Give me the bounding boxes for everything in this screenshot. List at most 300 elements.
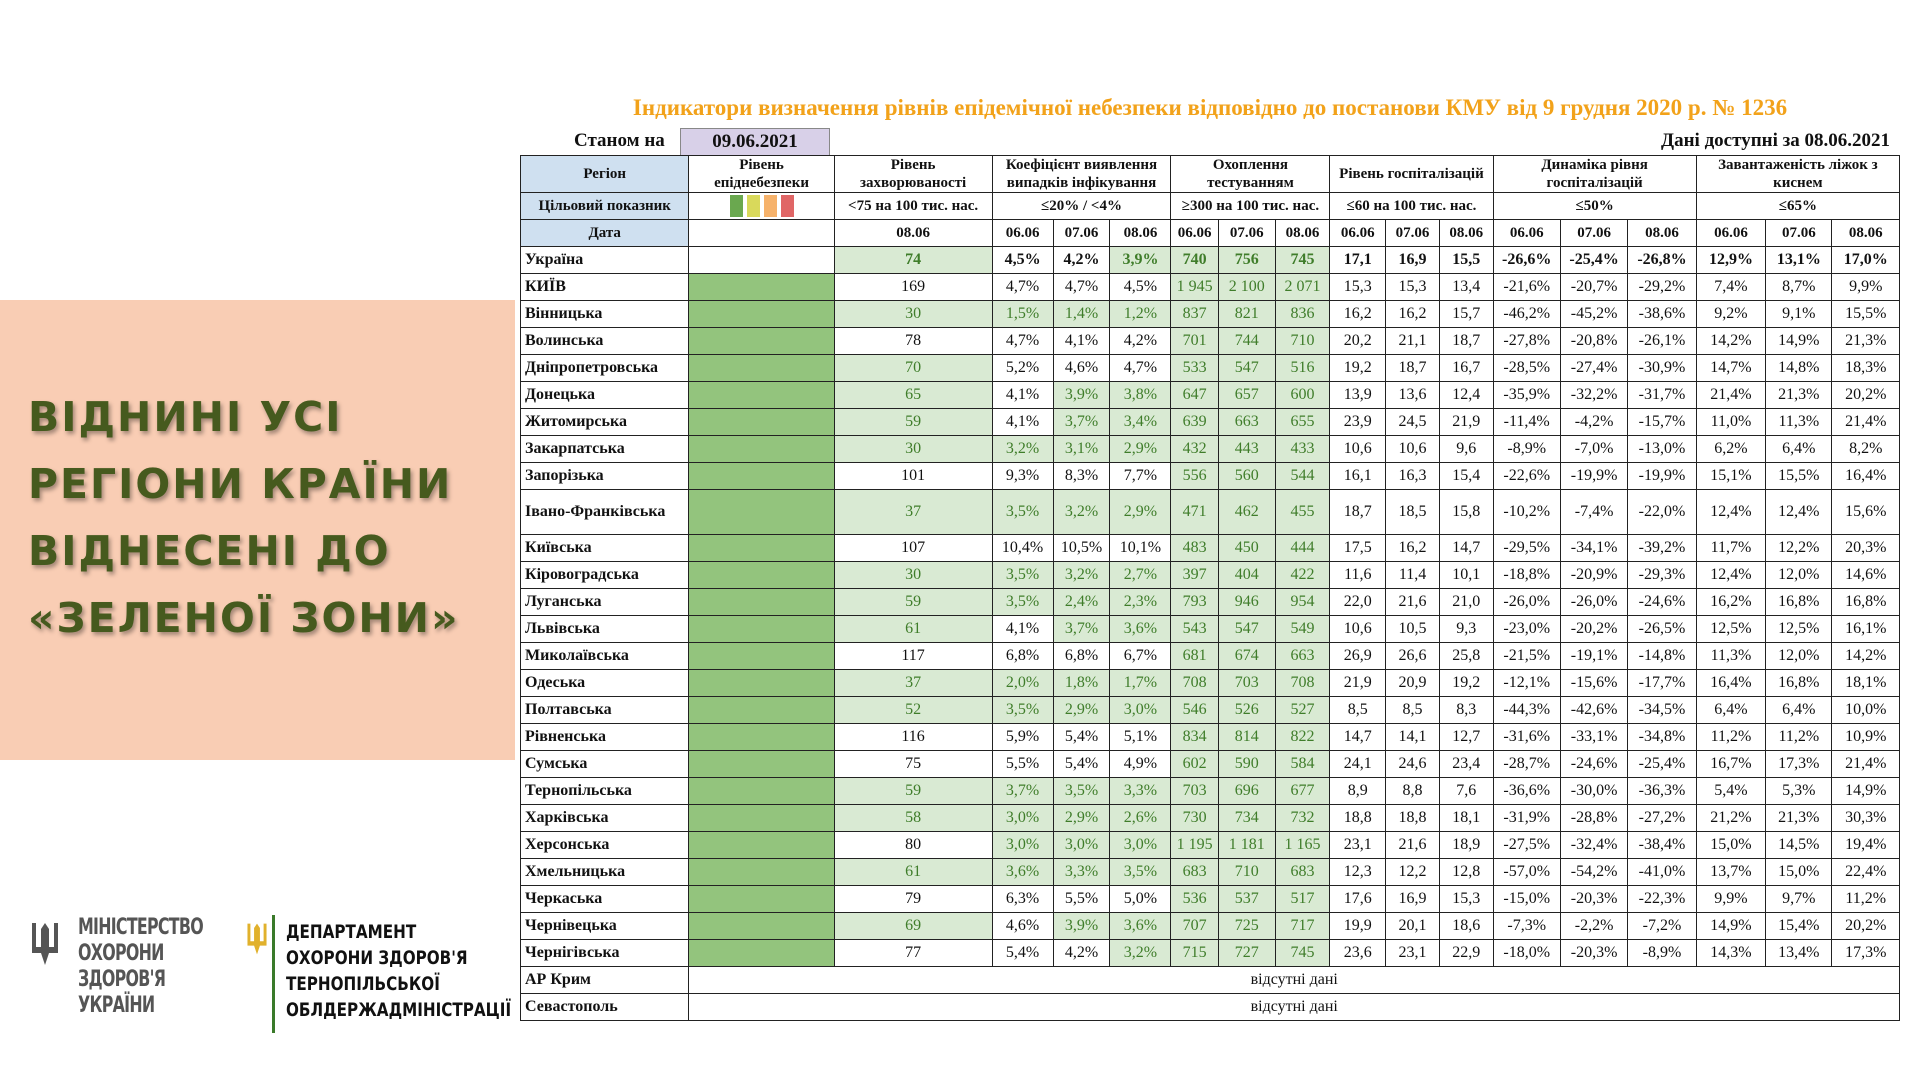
hosp-dynamics-cell: -34,5% — [1628, 697, 1696, 724]
date-col: 07.06 — [1560, 220, 1627, 247]
target-testing: ≥300 на 100 тис. нас. — [1171, 193, 1330, 220]
testing-cell: 677 — [1275, 778, 1330, 805]
hosp-dynamics-cell: -45,2% — [1560, 301, 1627, 328]
detection-cell: 5,5% — [992, 751, 1053, 778]
testing-cell: 1 945 — [1171, 274, 1218, 301]
hospital-cell: 8,3 — [1439, 697, 1493, 724]
hospital-cell: 21,6 — [1386, 832, 1440, 859]
level-cell — [689, 274, 834, 301]
hospital-cell: 16,1 — [1330, 463, 1386, 490]
oxygen-cell: 21,2% — [1696, 805, 1765, 832]
oxygen-cell: 12,4% — [1696, 490, 1765, 535]
oxygen-cell: 14,9% — [1766, 328, 1832, 355]
testing-cell: 708 — [1171, 670, 1218, 697]
oxygen-cell: 6,4% — [1696, 697, 1765, 724]
testing-cell: 527 — [1275, 697, 1330, 724]
hospital-cell: 18,8 — [1330, 805, 1386, 832]
oxygen-cell: 14,8% — [1766, 355, 1832, 382]
region-name: Дніпропетровська — [521, 355, 689, 382]
target-hospital: ≤60 на 100 тис. нас. — [1330, 193, 1493, 220]
testing-cell: 1 195 — [1171, 832, 1218, 859]
oxygen-cell: 15,5% — [1832, 301, 1900, 328]
hospital-cell: 20,1 — [1386, 913, 1440, 940]
hospital-cell: 26,9 — [1330, 643, 1386, 670]
testing-cell: 663 — [1218, 409, 1275, 436]
detection-cell: 5,4% — [992, 940, 1053, 967]
no-data-cell: відсутні дані — [689, 994, 1900, 1021]
testing-cell: 450 — [1218, 535, 1275, 562]
testing-cell: 444 — [1275, 535, 1330, 562]
trident-icon — [246, 921, 268, 957]
incidence-cell: 30 — [834, 436, 992, 463]
oxygen-cell: 16,4% — [1832, 463, 1900, 490]
hospital-cell: 15,7 — [1439, 301, 1493, 328]
oxygen-cell: 13,7% — [1696, 859, 1765, 886]
hospital-cell: 18,9 — [1439, 832, 1493, 859]
header-level: Рівень епіднебезпеки — [689, 156, 834, 193]
hosp-dynamics-cell: -21,6% — [1493, 274, 1560, 301]
hosp-dynamics-cell: -39,2% — [1628, 535, 1696, 562]
hospital-cell: 16,9 — [1386, 886, 1440, 913]
detection-cell: 2,9% — [1053, 805, 1110, 832]
level-cell — [689, 490, 834, 535]
testing-cell: 2 071 — [1275, 274, 1330, 301]
hosp-dynamics-cell: -26,0% — [1493, 589, 1560, 616]
testing-cell: 404 — [1218, 562, 1275, 589]
level-cell — [689, 778, 834, 805]
hosp-dynamics-cell: -28,8% — [1560, 805, 1627, 832]
detection-cell: 4,1% — [992, 382, 1053, 409]
hospital-cell: 16,2 — [1386, 301, 1440, 328]
hospital-cell: 23,1 — [1386, 940, 1440, 967]
detection-cell: 4,5% — [992, 247, 1053, 274]
testing-cell: 422 — [1275, 562, 1330, 589]
hosp-dynamics-cell: -25,4% — [1560, 247, 1627, 274]
headline-line: ВІДНЕСЕНІ ДО — [28, 527, 391, 575]
detection-cell: 3,5% — [992, 562, 1053, 589]
hospital-cell: 21,1 — [1386, 328, 1440, 355]
detection-cell: 3,7% — [1053, 409, 1110, 436]
testing-cell: 946 — [1218, 589, 1275, 616]
oxygen-cell: 14,2% — [1832, 643, 1900, 670]
level-cell — [689, 328, 834, 355]
hosp-dynamics-cell: -26,6% — [1493, 247, 1560, 274]
hosp-dynamics-cell: -31,6% — [1493, 724, 1560, 751]
hospital-cell: 14,7 — [1439, 535, 1493, 562]
incidence-cell: 37 — [834, 490, 992, 535]
oxygen-cell: 15,6% — [1832, 490, 1900, 535]
table-row — [521, 436, 1900, 463]
table-row — [521, 886, 1900, 913]
oxygen-cell: 16,8% — [1832, 589, 1900, 616]
incidence-cell: 30 — [834, 562, 992, 589]
hospital-cell: 10,6 — [1330, 436, 1386, 463]
hospital-cell: 19,9 — [1330, 913, 1386, 940]
hosp-dynamics-cell: -36,3% — [1628, 778, 1696, 805]
incidence-cell: 70 — [834, 355, 992, 382]
testing-cell: 556 — [1171, 463, 1218, 490]
hosp-dynamics-cell: -18,0% — [1493, 940, 1560, 967]
hosp-dynamics-cell: -44,3% — [1493, 697, 1560, 724]
swatch-green — [730, 195, 743, 217]
hospital-cell: 12,8 — [1439, 859, 1493, 886]
level-cell — [689, 697, 834, 724]
hosp-dynamics-cell: -2,2% — [1560, 913, 1627, 940]
hosp-dynamics-cell: -54,2% — [1560, 859, 1627, 886]
hosp-dynamics-cell: -24,6% — [1560, 751, 1627, 778]
testing-cell: 537 — [1218, 886, 1275, 913]
testing-cell: 2 100 — [1218, 274, 1275, 301]
testing-cell: 549 — [1275, 616, 1330, 643]
incidence-cell: 59 — [834, 409, 992, 436]
detection-cell: 4,7% — [992, 274, 1053, 301]
oxygen-cell: 12,4% — [1696, 562, 1765, 589]
testing-cell: 483 — [1171, 535, 1218, 562]
hospital-cell: 7,6 — [1439, 778, 1493, 805]
level-cell — [689, 589, 834, 616]
detection-cell: 3,6% — [1110, 913, 1171, 940]
hosp-dynamics-cell: -26,1% — [1628, 328, 1696, 355]
hospital-cell: 21,6 — [1386, 589, 1440, 616]
detection-cell: 7,7% — [1110, 463, 1171, 490]
hosp-dynamics-cell: -33,1% — [1560, 724, 1627, 751]
incidence-cell: 58 — [834, 805, 992, 832]
region-name: Сумська — [521, 751, 689, 778]
date-col: 07.06 — [1218, 220, 1275, 247]
incidence-cell: 69 — [834, 913, 992, 940]
table-row — [521, 697, 1900, 724]
ministry-name: МІНІСТЕРСТВО ОХОРОНИ ЗДОРОВ'Я УКРАЇНИ — [78, 915, 203, 1018]
testing-cell: 547 — [1218, 616, 1275, 643]
oxygen-cell: 5,4% — [1696, 778, 1765, 805]
testing-cell: 533 — [1171, 355, 1218, 382]
testing-cell: 744 — [1218, 328, 1275, 355]
hospital-cell: 8,5 — [1330, 697, 1386, 724]
detection-cell: 3,5% — [992, 490, 1053, 535]
hosp-dynamics-cell: -27,2% — [1628, 805, 1696, 832]
testing-cell: 793 — [1171, 589, 1218, 616]
region-name: КИЇВ — [521, 274, 689, 301]
oxygen-cell: 11,2% — [1766, 724, 1832, 751]
table-row — [521, 913, 1900, 940]
hosp-dynamics-cell: -31,7% — [1628, 382, 1696, 409]
testing-cell: 814 — [1218, 724, 1275, 751]
detection-cell: 6,3% — [992, 886, 1053, 913]
table-row — [521, 832, 1900, 859]
oxygen-cell: 12,4% — [1766, 490, 1832, 535]
date-incidence: 08.06 — [834, 220, 992, 247]
testing-cell: 703 — [1171, 778, 1218, 805]
target-oxygen: ≤65% — [1696, 193, 1899, 220]
hospital-cell: 18,8 — [1386, 805, 1440, 832]
testing-cell: 683 — [1171, 859, 1218, 886]
incidence-cell: 52 — [834, 697, 992, 724]
hospital-cell: 24,6 — [1386, 751, 1440, 778]
table-row — [521, 994, 1900, 1021]
oxygen-cell: 19,4% — [1832, 832, 1900, 859]
table-row — [521, 805, 1900, 832]
incidence-cell: 169 — [834, 274, 992, 301]
detection-cell: 10,4% — [992, 535, 1053, 562]
oxygen-cell: 21,4% — [1832, 751, 1900, 778]
header-hospital: Рівень госпіталізацій — [1330, 156, 1493, 193]
hospital-cell: 12,2 — [1386, 859, 1440, 886]
hosp-dynamics-cell: -24,6% — [1628, 589, 1696, 616]
hospital-cell: 18,7 — [1386, 355, 1440, 382]
hospital-cell: 16,7 — [1439, 355, 1493, 382]
oxygen-cell: 12,0% — [1766, 643, 1832, 670]
hospital-cell: 17,5 — [1330, 535, 1386, 562]
hosp-dynamics-cell: -20,2% — [1560, 616, 1627, 643]
hosp-dynamics-cell: -14,8% — [1628, 643, 1696, 670]
detection-cell: 3,0% — [1110, 697, 1171, 724]
hospital-cell: 22,0 — [1330, 589, 1386, 616]
hosp-dynamics-cell: -20,9% — [1560, 562, 1627, 589]
hosp-dynamics-cell: -20,7% — [1560, 274, 1627, 301]
oxygen-cell: 11,3% — [1696, 643, 1765, 670]
hosp-dynamics-cell: -15,7% — [1628, 409, 1696, 436]
as-of-date: 09.06.2021 — [680, 128, 830, 156]
testing-cell: 715 — [1171, 940, 1218, 967]
hospital-cell: 23,4 — [1439, 751, 1493, 778]
oxygen-cell: 11,2% — [1696, 724, 1765, 751]
region-name: Херсонська — [521, 832, 689, 859]
hospital-cell: 18,5 — [1386, 490, 1440, 535]
level-cell — [689, 463, 834, 490]
hospital-cell: 9,3 — [1439, 616, 1493, 643]
hosp-dynamics-cell: -7,4% — [1560, 490, 1627, 535]
date-col: 08.06 — [1110, 220, 1171, 247]
hosp-dynamics-cell: -25,4% — [1628, 751, 1696, 778]
detection-cell: 3,5% — [1110, 859, 1171, 886]
detection-cell: 4,7% — [1053, 274, 1110, 301]
testing-cell: 745 — [1275, 940, 1330, 967]
level-cell — [689, 382, 834, 409]
testing-cell: 696 — [1218, 778, 1275, 805]
oxygen-cell: 16,8% — [1766, 670, 1832, 697]
detection-cell: 3,9% — [1053, 382, 1110, 409]
hospital-cell: 10,6 — [1330, 616, 1386, 643]
hospital-cell: 15,3 — [1439, 886, 1493, 913]
testing-cell: 647 — [1171, 382, 1218, 409]
level-cell — [689, 724, 834, 751]
detection-cell: 3,1% — [1053, 436, 1110, 463]
testing-cell: 674 — [1218, 643, 1275, 670]
testing-cell: 433 — [1275, 436, 1330, 463]
hospital-cell: 15,3 — [1330, 274, 1386, 301]
hospital-cell: 21,9 — [1330, 670, 1386, 697]
hospital-cell: 20,2 — [1330, 328, 1386, 355]
hospital-cell: 10,5 — [1386, 616, 1440, 643]
oxygen-cell: 6,4% — [1766, 697, 1832, 724]
detection-cell: 3,9% — [1053, 913, 1110, 940]
hosp-dynamics-cell: -20,8% — [1560, 328, 1627, 355]
oxygen-cell: 16,1% — [1832, 616, 1900, 643]
level-cell — [689, 643, 834, 670]
hosp-dynamics-cell: -22,6% — [1493, 463, 1560, 490]
hospital-cell: 10,6 — [1386, 436, 1440, 463]
testing-cell: 740 — [1171, 247, 1218, 274]
date-col: 07.06 — [1386, 220, 1440, 247]
detection-cell: 3,3% — [1110, 778, 1171, 805]
testing-cell: 683 — [1275, 859, 1330, 886]
oxygen-cell: 12,0% — [1766, 562, 1832, 589]
table-row — [521, 301, 1900, 328]
hosp-dynamics-cell: -27,8% — [1493, 328, 1560, 355]
hosp-dynamics-cell: -32,4% — [1560, 832, 1627, 859]
oxygen-cell: 5,3% — [1766, 778, 1832, 805]
hosp-dynamics-cell: -8,9% — [1493, 436, 1560, 463]
oxygen-cell: 16,7% — [1696, 751, 1765, 778]
oxygen-cell: 21,3% — [1766, 805, 1832, 832]
testing-cell: 655 — [1275, 409, 1330, 436]
testing-cell: 600 — [1275, 382, 1330, 409]
no-data-cell: відсутні дані — [689, 967, 1900, 994]
region-name: Луганська — [521, 589, 689, 616]
detection-cell: 5,1% — [1110, 724, 1171, 751]
oxygen-cell: 14,9% — [1832, 778, 1900, 805]
date-col: 06.06 — [1493, 220, 1560, 247]
oxygen-cell: 21,3% — [1832, 328, 1900, 355]
testing-cell: 639 — [1171, 409, 1218, 436]
oxygen-cell: 9,9% — [1832, 274, 1900, 301]
target-incidence: <75 на 100 тис. нас. — [834, 193, 992, 220]
incidence-cell: 30 — [834, 301, 992, 328]
oxygen-cell: 12,9% — [1696, 247, 1765, 274]
detection-cell: 3,5% — [992, 697, 1053, 724]
hospital-cell: 16,2 — [1386, 535, 1440, 562]
detection-cell: 4,6% — [1053, 355, 1110, 382]
oxygen-cell: 18,3% — [1832, 355, 1900, 382]
oxygen-cell: 14,9% — [1696, 913, 1765, 940]
hosp-dynamics-cell: -8,9% — [1628, 940, 1696, 967]
level-cell — [689, 670, 834, 697]
oxygen-cell: 10,0% — [1832, 697, 1900, 724]
hospital-cell: 18,1 — [1439, 805, 1493, 832]
date-col: 07.06 — [1053, 220, 1110, 247]
oxygen-cell: 30,3% — [1832, 805, 1900, 832]
detection-cell: 1,8% — [1053, 670, 1110, 697]
headline-line: РЕГІОНИ КРАЇНИ — [28, 460, 453, 508]
table-row — [521, 724, 1900, 751]
hospital-cell: 11,4 — [1386, 562, 1440, 589]
hospital-cell: 18,7 — [1439, 328, 1493, 355]
detection-cell: 3,9% — [1110, 247, 1171, 274]
level-cell — [689, 436, 834, 463]
target-hosp-dynamics: ≤50% — [1493, 193, 1696, 220]
region-name: АР Крим — [521, 967, 689, 994]
hosp-dynamics-cell: -10,2% — [1493, 490, 1560, 535]
date-row — [520, 128, 1900, 156]
hosp-dynamics-cell: -28,5% — [1493, 355, 1560, 382]
hosp-dynamics-cell: -22,0% — [1628, 490, 1696, 535]
oxygen-cell: 16,4% — [1696, 670, 1765, 697]
hosp-dynamics-cell: -36,6% — [1493, 778, 1560, 805]
testing-cell: 455 — [1275, 490, 1330, 535]
table-row — [521, 589, 1900, 616]
hosp-dynamics-cell: -7,3% — [1493, 913, 1560, 940]
incidence-cell: 79 — [834, 886, 992, 913]
testing-cell: 821 — [1218, 301, 1275, 328]
header-detection: Коефіцієнт виявлення випадків інфікування — [992, 156, 1171, 193]
region-name: Одеська — [521, 670, 689, 697]
region-name: Волинська — [521, 328, 689, 355]
hospital-cell: 17,1 — [1330, 247, 1386, 274]
hospital-cell: 20,9 — [1386, 670, 1440, 697]
date-col: 06.06 — [992, 220, 1053, 247]
testing-cell: 663 — [1275, 643, 1330, 670]
detection-cell: 2,6% — [1110, 805, 1171, 832]
testing-cell: 707 — [1171, 913, 1218, 940]
testing-cell: 745 — [1275, 247, 1330, 274]
hospital-cell: 13,4 — [1439, 274, 1493, 301]
hospital-cell: 24,5 — [1386, 409, 1440, 436]
incidence-cell: 65 — [834, 382, 992, 409]
hospital-cell: 23,6 — [1330, 940, 1386, 967]
hosp-dynamics-cell: -30,9% — [1628, 355, 1696, 382]
hosp-dynamics-cell: -31,9% — [1493, 805, 1560, 832]
level-cell — [689, 751, 834, 778]
hosp-dynamics-cell: -23,0% — [1493, 616, 1560, 643]
oxygen-cell: 15,4% — [1766, 913, 1832, 940]
detection-cell: 3,4% — [1110, 409, 1171, 436]
detection-cell: 2,9% — [1053, 697, 1110, 724]
table-row — [521, 670, 1900, 697]
hosp-dynamics-cell: -46,2% — [1493, 301, 1560, 328]
as-of-label: Станом на — [574, 130, 665, 151]
incidence-cell: 59 — [834, 589, 992, 616]
testing-cell: 543 — [1171, 616, 1218, 643]
region-name: Тернопільська — [521, 778, 689, 805]
region-name: Київська — [521, 535, 689, 562]
oxygen-cell: 21,3% — [1766, 382, 1832, 409]
oxygen-cell: 13,1% — [1766, 247, 1832, 274]
department-logo — [246, 915, 512, 1035]
hosp-dynamics-cell: -26,0% — [1560, 589, 1627, 616]
detection-cell: 9,3% — [992, 463, 1053, 490]
testing-cell: 544 — [1275, 463, 1330, 490]
table-row — [521, 274, 1900, 301]
oxygen-cell: 9,1% — [1766, 301, 1832, 328]
oxygen-cell: 9,2% — [1696, 301, 1765, 328]
department-name: ДЕПАРТАМЕНТ ОХОРОНИ ЗДОРОВ'Я ТЕРНОПІЛЬСЬКОЇ ОБЛДЕРЖАДМІНІСТРАЦІЇ — [286, 921, 512, 1021]
level-cell — [689, 940, 834, 967]
testing-cell: 837 — [1171, 301, 1218, 328]
level-cell — [689, 301, 834, 328]
hosp-dynamics-cell: -42,6% — [1560, 697, 1627, 724]
detection-cell: 2,0% — [992, 670, 1053, 697]
detection-cell: 1,5% — [992, 301, 1053, 328]
region-name: Івано-Франківська — [521, 490, 689, 535]
region-name: Черкаська — [521, 886, 689, 913]
hosp-dynamics-cell: -35,9% — [1493, 382, 1560, 409]
hosp-dynamics-cell: -26,5% — [1628, 616, 1696, 643]
testing-cell: 756 — [1218, 247, 1275, 274]
region-name: Севастополь — [521, 994, 689, 1021]
incidence-cell: 107 — [834, 535, 992, 562]
oxygen-cell: 11,7% — [1696, 535, 1765, 562]
detection-cell: 8,3% — [1053, 463, 1110, 490]
detection-cell: 4,2% — [1053, 247, 1110, 274]
detection-cell: 6,8% — [1053, 643, 1110, 670]
headline — [28, 384, 508, 652]
table-row — [521, 535, 1900, 562]
detection-cell: 1,2% — [1110, 301, 1171, 328]
hospital-cell: 17,6 — [1330, 886, 1386, 913]
detection-cell: 5,2% — [992, 355, 1053, 382]
detection-cell: 3,6% — [992, 859, 1053, 886]
table-row — [521, 751, 1900, 778]
